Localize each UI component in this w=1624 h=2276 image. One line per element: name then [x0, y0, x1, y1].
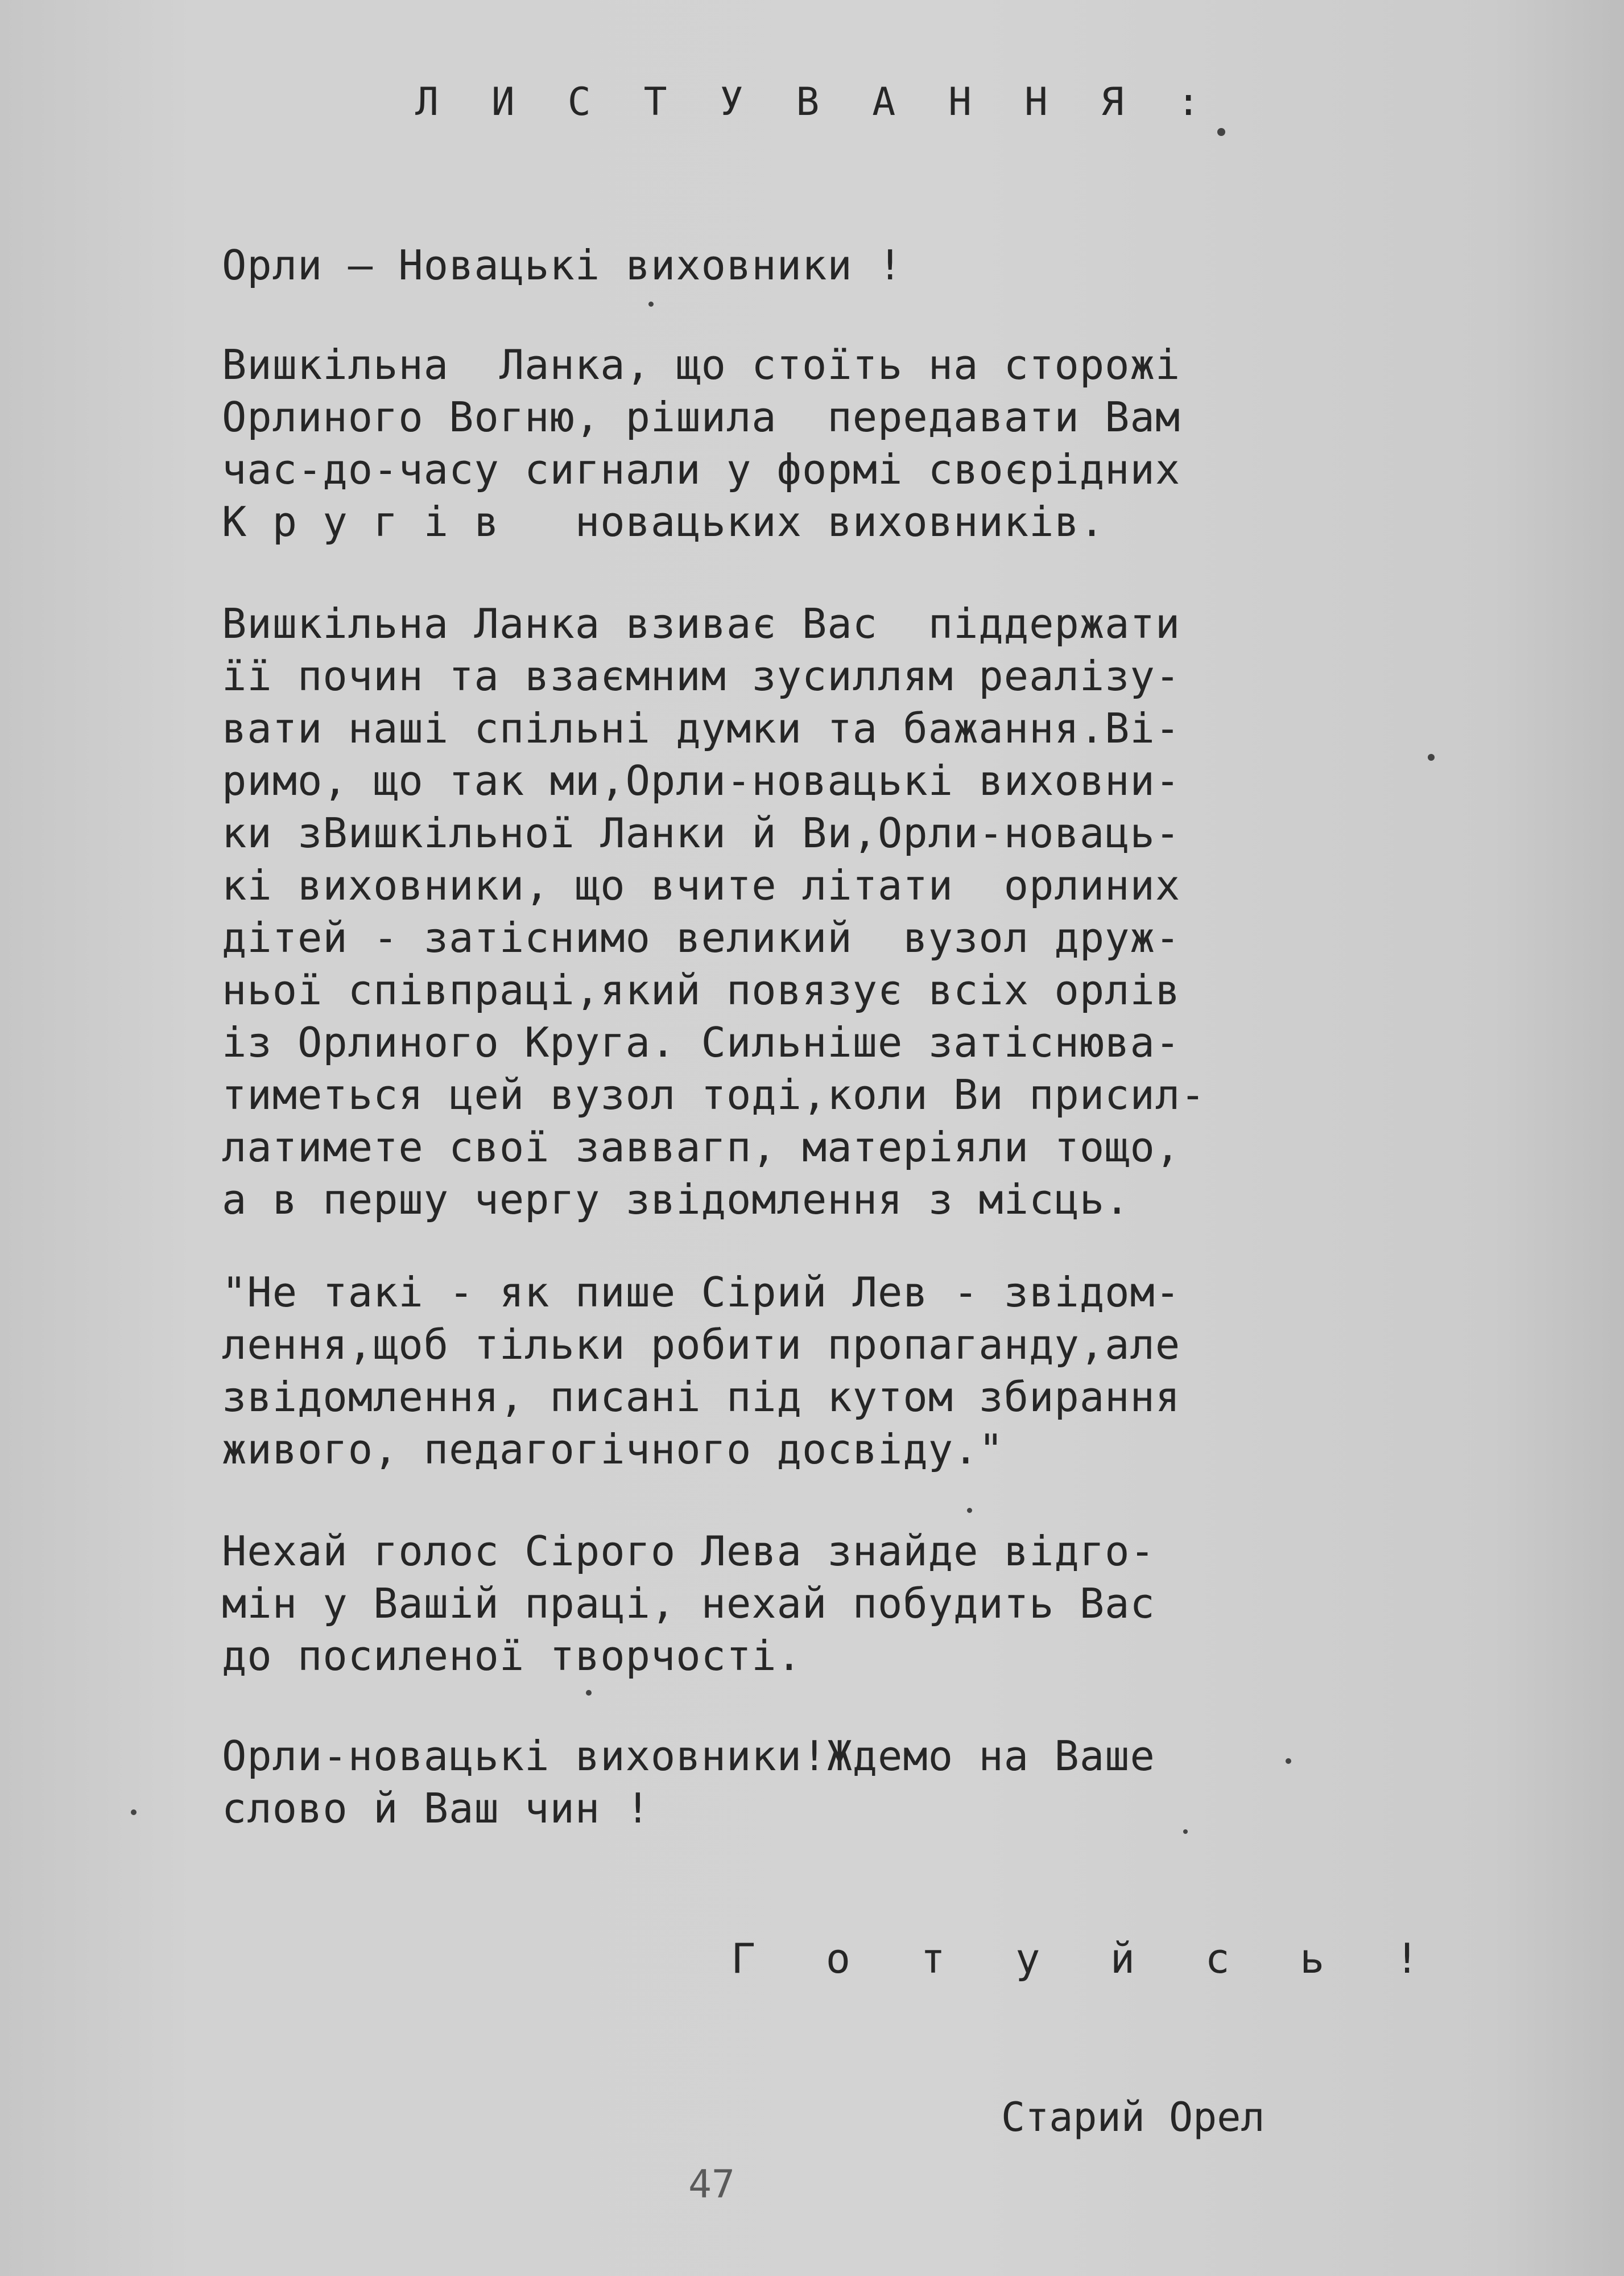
- paragraph-2-line: римо, що так ми,Орли-новацькі виховни-: [222, 757, 1181, 805]
- quote-line: "Не такі - як пише Сірий Лев - звідом-: [222, 1268, 1181, 1316]
- page-title: Л И С Т У В А Н Н Я :: [415, 80, 1215, 125]
- paragraph-2-line: а в першу чергу звідомлення з місць.: [222, 1176, 1130, 1223]
- quote-line: живого, педагогічного досвіду.": [222, 1425, 1004, 1473]
- paper-speck: [648, 302, 654, 307]
- paragraph-2-line: дітей - затіснимо великий вузол друж-: [222, 914, 1181, 962]
- paragraph-1-line: Вишкільна Ланка, що стоїть на сторожі: [222, 341, 1181, 389]
- closing-salute: Г о т у й с ь !: [731, 1935, 1443, 1982]
- page-number: 47: [688, 2162, 735, 2207]
- paragraph-1-line: час-до-часу сигнали у формі своєрідних: [222, 446, 1181, 493]
- paper-speck: [131, 1809, 137, 1815]
- paper-speck: [1428, 754, 1435, 761]
- signature: Старий Орел: [1001, 2094, 1265, 2141]
- paragraph-2-line: тиметься цей вузол тоді,коли Ви присил-: [222, 1071, 1206, 1119]
- paper-speck: [586, 1690, 592, 1696]
- paragraph-4-line: мін у Вашій праці, нехай побудить Вас: [222, 1580, 1155, 1627]
- quote-line: лення,щоб тільки робити пропаганду,але: [222, 1321, 1181, 1368]
- paragraph-5-line: Орли-новацькі виховники!Ждемо на Ваше: [222, 1732, 1155, 1780]
- quote-line: звідомлення, писані під кутом збирання: [222, 1373, 1181, 1421]
- paragraph-2-line: кі виховники, що вчите літати орлиних: [222, 861, 1181, 909]
- paragraph-2-line: її почин та взаємним зусиллям реалізу-: [222, 652, 1181, 700]
- paragraph-2-line: ньої співпраці,який повязує всіх орлів: [222, 966, 1181, 1014]
- paragraph-5-line: слово й Ваш чин !: [222, 1784, 651, 1832]
- paragraph-2-line: латимете свої заввагп, матеріяли тощо,: [222, 1123, 1181, 1171]
- salutation: Орли – Новацькі виховники !: [222, 241, 903, 289]
- paper-speck: [1286, 1758, 1291, 1764]
- paragraph-2-line: Вишкільна Ланка взиває Вас піддержати: [222, 600, 1181, 648]
- paragraph-2-line: вати наші спільні думки та бажання.Ві-: [222, 704, 1181, 752]
- paragraph-2-line: із Орлиного Круга. Сильніше затіснюва-: [222, 1019, 1181, 1066]
- paragraph-1-line: Орлиного Вогню, рішила передавати Вам: [222, 393, 1181, 441]
- paper-speck: [1183, 1829, 1188, 1834]
- paragraph-4-line: Нехай голос Сірого Лева знайде відго-: [222, 1527, 1155, 1575]
- paragraph-1-line: К р у г і в новацьких виховників.: [222, 498, 1105, 546]
- paper-speck: [967, 1508, 972, 1513]
- paragraph-2-line: ки зВишкільної Ланки й Ви,Орли-новаць-: [222, 809, 1181, 857]
- paper-speck: [1217, 128, 1225, 136]
- paragraph-4-line: до посиленої творчості.: [222, 1632, 802, 1680]
